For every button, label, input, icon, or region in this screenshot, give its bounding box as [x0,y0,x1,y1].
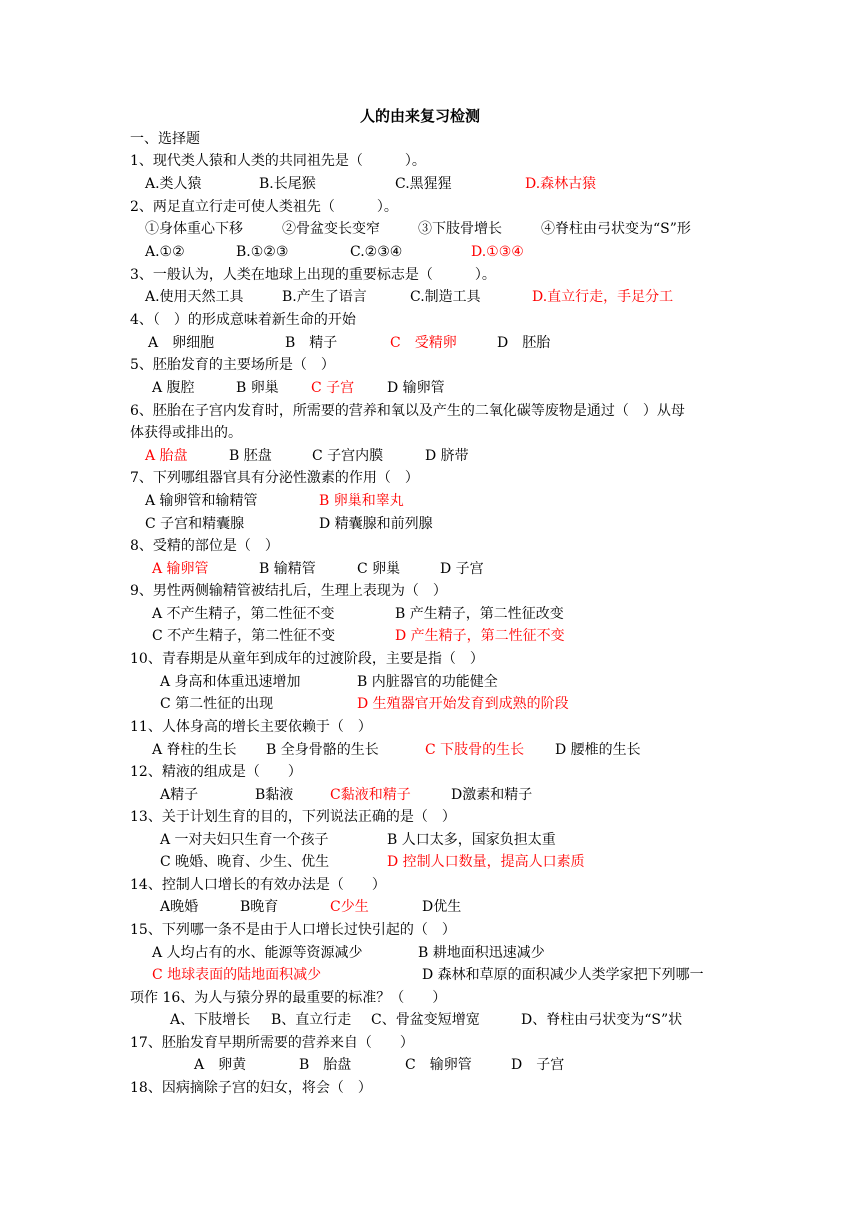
q16-option-c: C、骨盆变短增宽 [371,1012,480,1028]
q17-option-d: D 子宫 [511,1057,565,1073]
question-2: 2、两足直立行走可使人类祖先（ ）。 [130,199,398,215]
q8-option-d: D 子宫 [440,561,484,577]
question-6-continued: 体获得或排出的。 [130,425,242,441]
q9-option-d-answer: D 产生精子，第二性征不变 [395,628,565,644]
question-9: 9、男性两侧输精管被结扎后，生理上表现为（ ） [130,583,447,599]
q6-option-b: B 胚盘 [229,448,272,464]
q17-option-c: C 输卵管 [405,1057,472,1073]
q2-item-1: ①身体重心下移 [145,221,243,237]
q16-option-b: B、直立行走 [271,1012,352,1028]
q14-option-a: A晚婚 [160,899,199,915]
q7-option-c: C 子宫和精囊腺 [145,516,245,532]
q10-option-b: B 内脏器官的功能健全 [357,674,498,690]
q2-option-d-answer: D.①③④ [471,244,524,260]
q13-option-b: B 人口太多，国家负担太重 [387,832,556,848]
q14-option-b: B晚育 [240,899,279,915]
q15-option-c-answer: C 地球表面的陆地面积减少 [152,967,322,983]
q10-option-d-answer: D 生殖器官开始发育到成熟的阶段 [357,696,569,712]
q2-option-a: A.①② [145,244,185,260]
q6-option-d: D 脐带 [425,448,469,464]
q3-option-b: B.产生了语言 [282,289,367,305]
question-7: 7、下列哪组器官具有分泌性激素的作用（ ） [130,470,419,486]
q2-item-4: ④脊柱由弓状变为“S”形 [541,221,691,237]
q9-option-c: C 不产生精子，第二性征不变 [152,628,336,644]
question-4: 4、（ ）的形成意味着新生命的开始 [130,312,356,328]
q13-option-d-answer: D 控制人口数量，提高人口素质 [387,854,585,870]
q1-option-c: C.黑猩猩 [395,176,452,192]
q4-option-a: A 卵细胞 [148,335,215,351]
q9-option-b: B 产生精子，第二性征改变 [395,606,564,622]
q7-option-d: D 精囊腺和前列腺 [319,516,433,532]
question-16: 项作 16、为人与猿分界的最重要的标准？（ ） [130,990,447,1006]
q14-option-d: D优生 [422,899,462,915]
question-18: 18、因病摘除子宫的妇女，将会（ ） [130,1080,372,1096]
q8-option-b: B 输精管 [259,561,316,577]
question-5: 5、胚胎发育的主要场所是（ ） [130,357,335,373]
q11-option-d: D 腰椎的生长 [555,742,641,758]
q11-option-c-answer: C 下肢骨的生长 [425,742,525,758]
q2-option-b: B.①②③ [236,244,289,260]
q7-option-a: A 输卵管和输精管 [145,493,258,509]
q14-option-c-answer: C少生 [330,899,369,915]
q8-option-c: C 卵巢 [357,561,401,577]
q12-option-b: B黏液 [255,787,294,803]
q6-option-c: C 子宫内膜 [312,448,384,464]
question-12: 12、精液的组成是（ ） [130,764,302,780]
q8-option-a-answer: A 输卵管 [152,561,209,577]
q4-option-d: D 胚胎 [497,335,551,351]
q12-option-a: A精子 [160,787,199,803]
q9-option-a: A 不产生精子，第二性征不变 [152,606,335,622]
question-3: 3、一般认为，人类在地球上出现的重要标志是（ ）。 [130,267,496,283]
question-8: 8、受精的部位是（ ） [130,538,279,554]
q1-option-b: B.长尾猴 [259,176,316,192]
q17-option-a: A 卵黄 [194,1057,247,1073]
q1-option-a: A.类人猿 [145,176,202,192]
q13-option-a: A 一对夫妇只生育一个孩子 [160,832,329,848]
q5-option-d: D 输卵管 [387,380,445,396]
q2-item-3: ③下肢骨增长 [418,221,502,237]
q16-option-d: D、脊柱由弓状变为“S”状 [521,1012,683,1028]
q7-option-b-answer: B 卵巢和睾丸 [319,493,404,509]
q3-option-c: C.制造工具 [410,289,481,305]
q11-option-b: B 全身骨骼的生长 [266,742,379,758]
q12-option-d: D激素和精子 [451,787,533,803]
q5-option-a: A 腹腔 [152,380,195,396]
q16-option-a: A、下肢增长 [170,1012,251,1028]
q4-option-b: B 精子 [285,335,338,351]
q1-option-d-answer: D.森林古猿 [525,176,597,192]
q15-option-d: D 森林和草原的面积减少人类学家把下列哪一 [422,967,704,983]
question-6: 6、胚胎在子宫内发育时，所需要的营养和氧以及产生的二氧化碳等废物是通过（ ）从母 [130,403,685,419]
question-14: 14、控制人口增长的有效办法是（ ） [130,877,386,893]
q12-option-c-answer: C黏液和精子 [330,787,411,803]
q15-option-a: A 人均占有的水、能源等资源减少 [152,945,363,961]
q10-option-c: C 第二性征的出现 [160,696,274,712]
q17-option-b: B 胎盘 [299,1057,352,1073]
q15-option-b: B 耕地面积迅速减少 [418,945,545,961]
q3-option-d-answer: D.直立行走，手足分工 [532,289,674,305]
q13-option-c: C 晚婚、晚育、少生、优生 [160,854,330,870]
q5-option-b: B 卵巢 [236,380,279,396]
section-heading: 一、选择题 [130,131,200,147]
q2-option-c: C.②③④ [350,244,403,260]
q3-option-a: A.使用天然工具 [145,289,244,305]
question-10: 10、青春期是从童年到成年的过渡阶段，主要是指（ ） [130,651,484,667]
q10-option-a: A 身高和体重迅速增加 [160,674,301,690]
q11-option-a: A 脊柱的生长 [152,742,237,758]
q5-option-c-answer: C 子宫 [311,380,355,396]
question-11: 11、人体身高的增长主要依赖于（ ） [130,719,372,735]
page-title: 人的由来复习检测 [360,107,481,125]
question-15: 15、下列哪一条不是由于人口增长过快引起的（ ） [130,922,456,938]
question-17: 17、胚胎发育早期所需要的营养来自（ ） [130,1035,414,1051]
q4-option-c-answer: C 受精卵 [390,335,457,351]
question-13: 13、关于计划生育的目的，下列说法正确的是（ ） [130,809,456,825]
q2-item-2: ②骨盆变长变窄 [282,221,380,237]
question-1: 1、现代类人猿和人类的共同祖先是（ ）。 [130,153,426,169]
q6-option-a-answer: A 胎盘 [145,448,188,464]
